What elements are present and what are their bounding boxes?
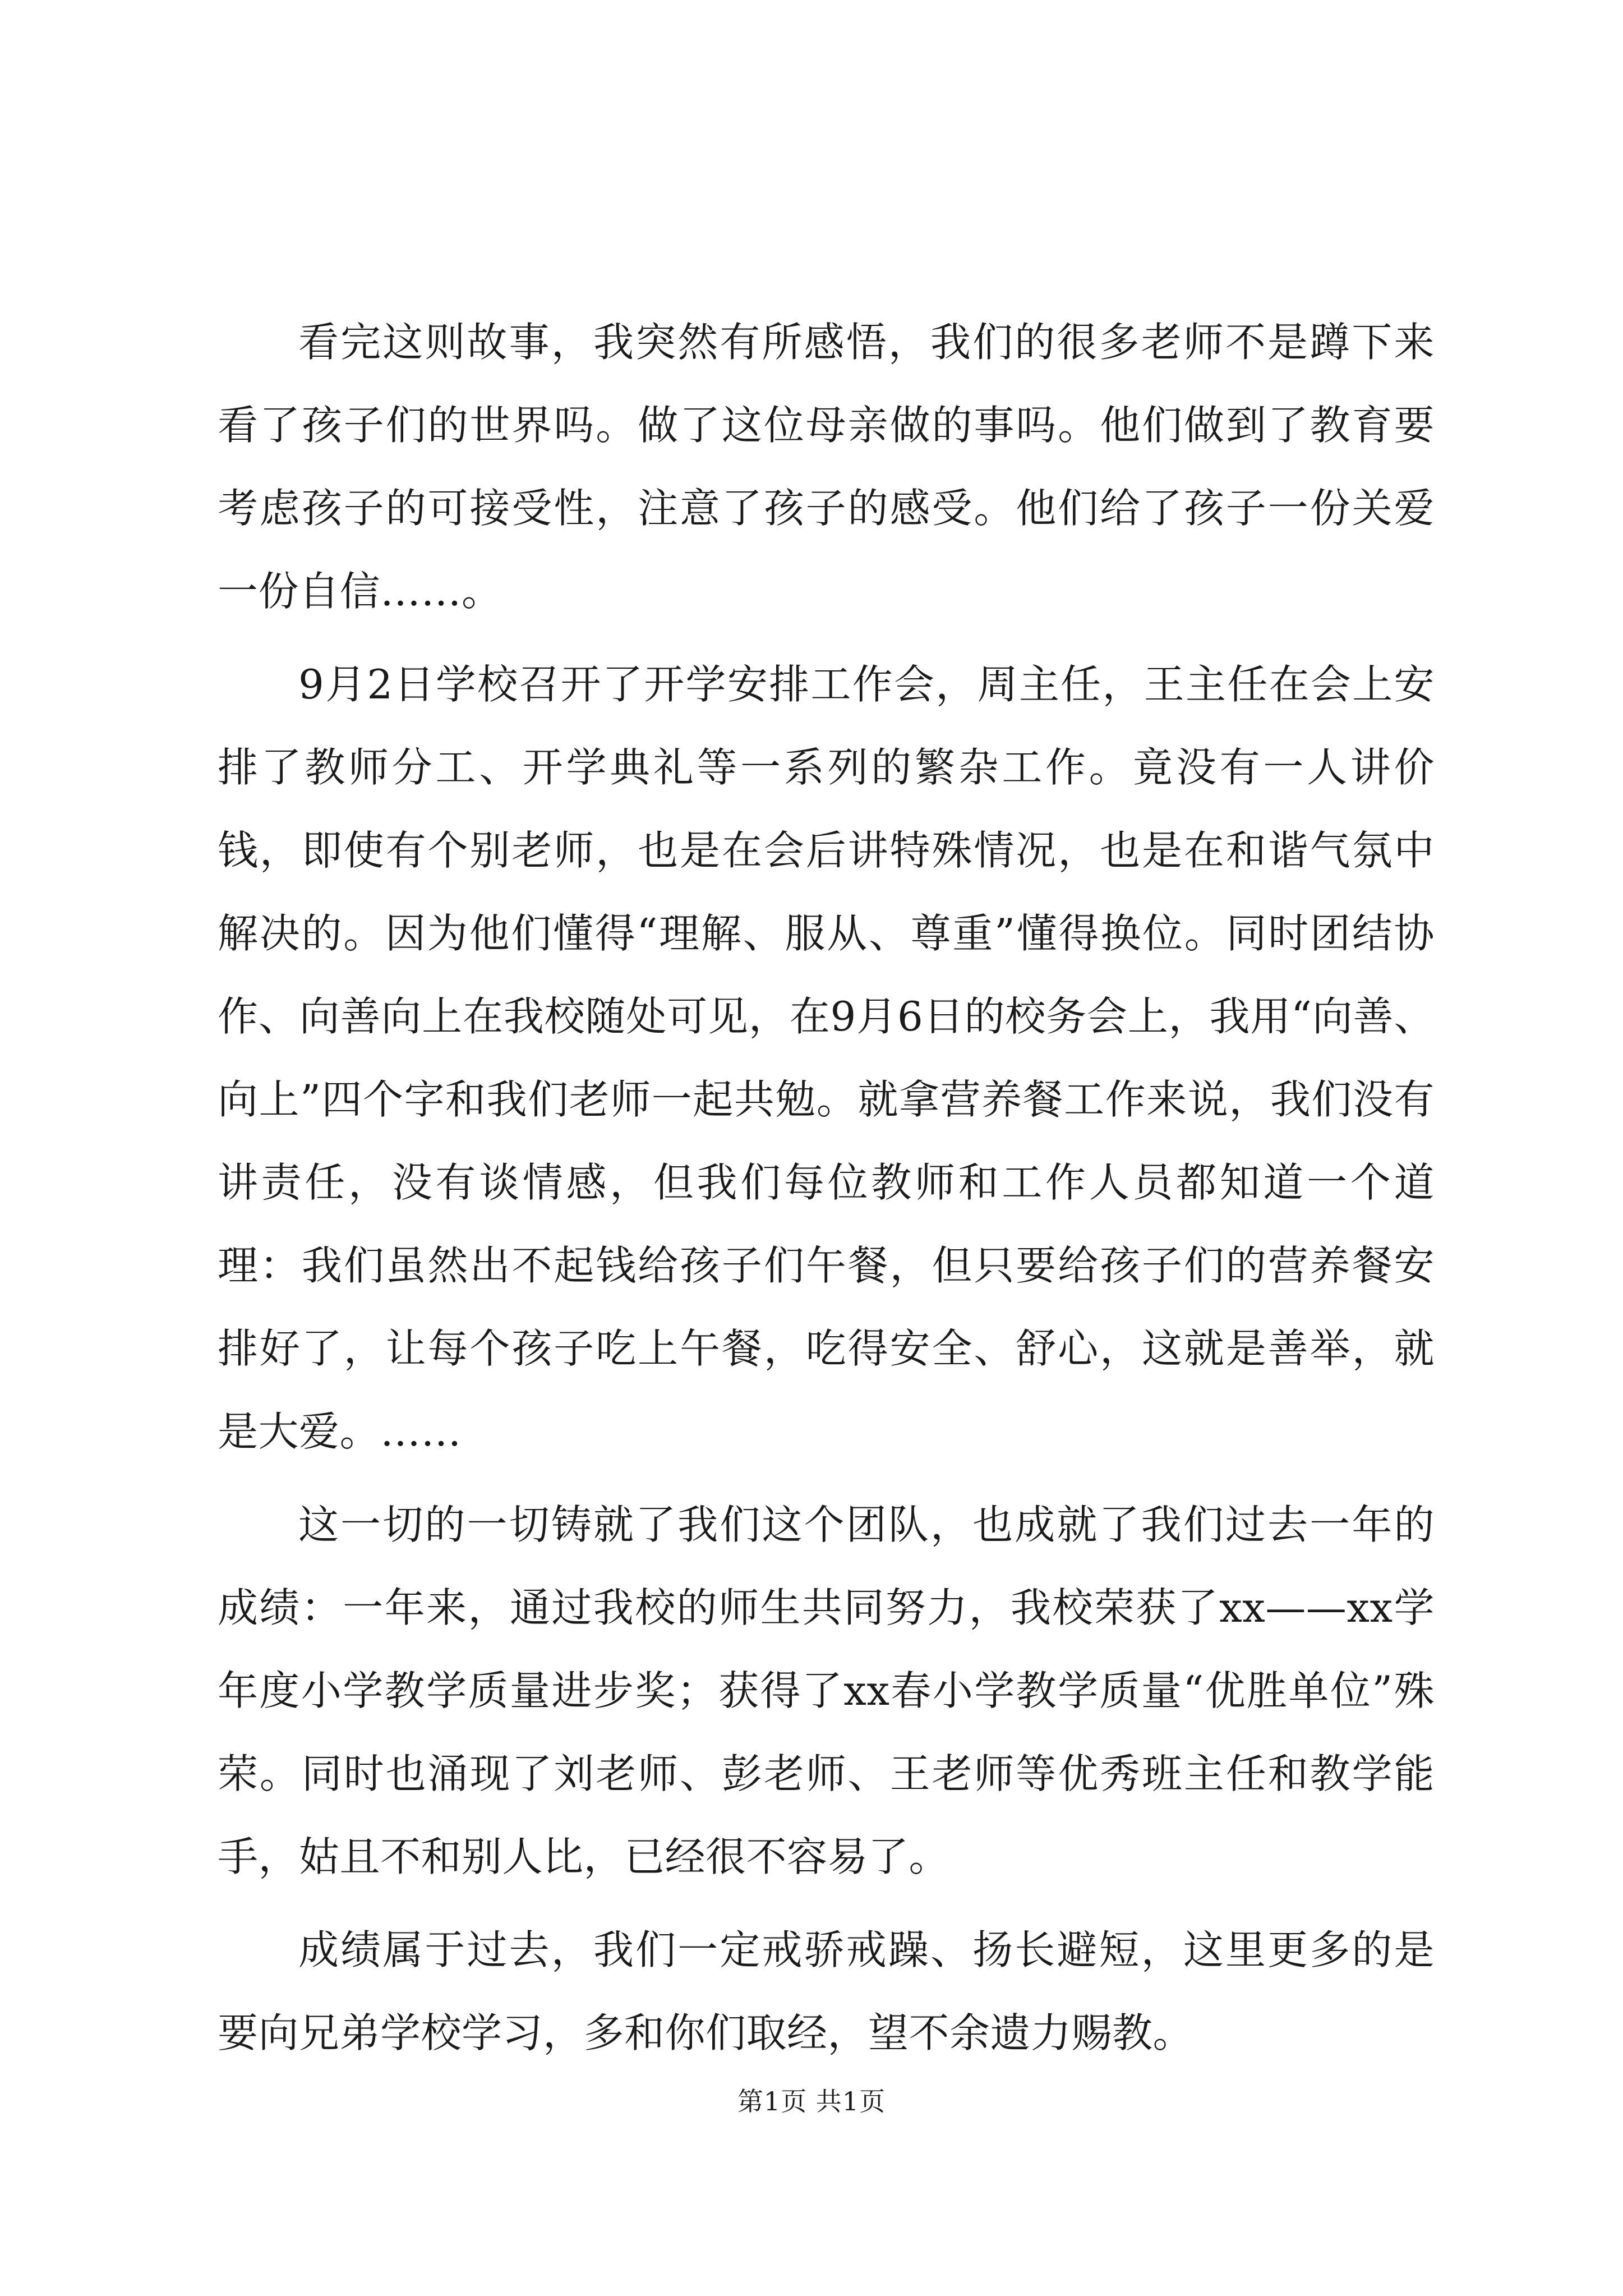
page-footer: 第1页 共1页	[737, 2086, 886, 2116]
paragraph-achievements: 这一切的一切铸就了我们这个团队，也成就了我们过去一年的成绩：一年来，通过我校的师生共同努力，我校荣获了xx——xx学年度小学教学质量进步奖；获得了xx春小学教学质量“优胜单位”殊荣。同时也涌现了刘老师、彭老师、王老师等优秀班主任和教学能手，姑且不和别人比，已经很不容易了。	[218, 1501, 1435, 1880]
document-body	[218, 301, 1435, 2074]
paragraph-school-meeting: 9月2日学校召开了开学安排工作会，周主任，王主任在会上安排了教师分工、开学典礼等一系列的繁杂工作。竟没有一人讲价钱，即使有个别老师，也是在会后讲特殊情况，也是在和谐气氛中解决的。因为他们懂得“理解、服从、尊重”懂得换位。同时团结协作、向善向上在我校随处可见，在9月6日的校务会上，我用“向善、向上”四个字和我们老师一起共勉。就拿营养餐工作来说，我们没有讲责任，没有谈情感，但我们每位教师和工作人员都知道一个道理：我们虽然出不起钱给孩子们午餐，但只要给孩子们的营养餐安排好了，让每个孩子吃上午餐，吃得安全、舒心，这就是善举，就是大爱。……	[218, 661, 1435, 1455]
paragraph-closing: 成绩属于过去，我们一定戒骄戒躁、扬长避短，这里更多的是要向兄弟学校学习，多和你们取经，望不余遗力赐教。	[218, 1926, 1435, 2056]
paragraph-story-reflection: 看完这则故事，我突然有所感悟，我们的很多老师不是蹲下来看了孩子们的世界吗。做了这位母亲做的事吗。他们做到了教育要考虑孩子的可接受性，注意了孩子的感受。他们给了孩子一份关爱一份自信……。	[218, 319, 1435, 615]
